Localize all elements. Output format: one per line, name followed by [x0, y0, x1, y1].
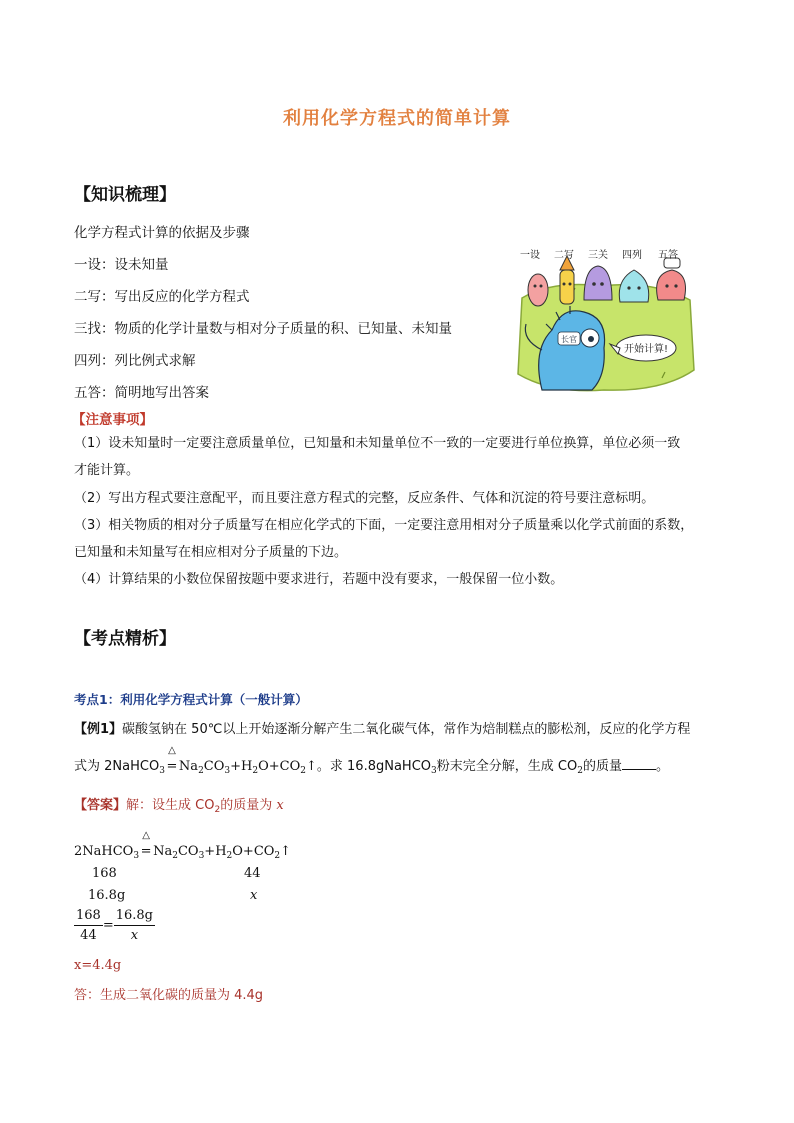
- knowledge-intro: 化学方程式计算的依据及步骤: [74, 225, 250, 241]
- answer-line: [74, 796, 284, 815]
- sub-2f: 2: [172, 851, 178, 861]
- sub-3e: 3: [198, 851, 205, 861]
- plus-h-text: +H: [230, 759, 253, 774]
- example-line2-post: 粉末完全分解，生成 CO: [436, 759, 578, 774]
- eq-o-plus-co: O+CO: [232, 844, 275, 859]
- example-tag: 【例1】: [74, 722, 123, 737]
- mass-left: 16.8g: [88, 888, 126, 903]
- eq-arrow: ↑: [280, 844, 292, 859]
- eq-left: 2NaHCO: [74, 844, 134, 859]
- fraction-2: [114, 906, 155, 945]
- sub-2b: 2: [252, 766, 259, 776]
- illus-label-3: 三关: [588, 250, 608, 261]
- gas-arrow: ↑: [306, 759, 317, 774]
- sub-2h: 2: [274, 851, 281, 861]
- answer-blank: [622, 757, 656, 770]
- page-title: 利用化学方程式的简单计算: [283, 108, 511, 129]
- sub-2e: 2: [214, 805, 221, 815]
- eq-delta-equals: △ =: [140, 830, 152, 859]
- illus-label-4: 四列: [622, 250, 642, 261]
- notes-heading: 【注意事项】: [72, 412, 153, 428]
- example-line2-pre: 式为 2NaHCO: [74, 759, 160, 774]
- note-4: （4）计算结果的小数位保留按题中要求进行，若题中没有要求，一般保留一位小数。: [74, 572, 564, 587]
- section-heading-exam: 【考点精析】: [74, 629, 176, 649]
- example-line-1: [74, 720, 690, 739]
- illus-label-1: 一设: [520, 250, 540, 261]
- example-line2-end: 的质量: [582, 759, 622, 774]
- cartoon-illustration-art: [512, 240, 698, 396]
- fraction-2-den: x: [130, 928, 139, 943]
- sub-3a: 3: [159, 766, 165, 776]
- sub-2c: 2: [300, 766, 306, 776]
- note-1-line-1: （1）设未知量时一定要注意质量单位，已知量和未知量单位不一致的一定要进行单位换算，单位必须一致: [74, 436, 681, 451]
- illus-label-2: 二写: [554, 250, 574, 261]
- result-line: x=4.4g: [74, 958, 122, 973]
- na-text: Na: [178, 759, 199, 774]
- sub-2g: 2: [226, 851, 233, 861]
- answer-text: 解：设生成 CO: [126, 798, 215, 813]
- eq-plus-h: +H: [204, 844, 227, 859]
- note-3-line-1: （3）相关物质的相对分子质量写在相应化学式的下面，一定要注意用相对分子质量乘以化学式前面的系数，: [74, 518, 694, 533]
- mr-right: 44: [244, 866, 261, 881]
- section-heading-knowledge: 【知识梳理】: [74, 185, 176, 205]
- example-line2-mid: 。求 16.8gNaHCO: [316, 759, 432, 774]
- delta-symbol: △: [168, 745, 176, 756]
- step-2: 二写：写出反应的化学方程式: [74, 289, 250, 305]
- example-line-2: [74, 745, 669, 776]
- eq-na: Na: [153, 844, 173, 859]
- fraction-1-den: 44: [80, 928, 97, 943]
- fraction-2-num: 16.8g: [114, 906, 155, 926]
- note-3-line-2: 已知量和未知量写在相应相对分子质量的下边。: [74, 545, 348, 560]
- fraction-1-num: 168: [74, 906, 103, 926]
- example-text-1: 碳酸氢钠在 50℃以上开始逐渐分解产生二氧化碳气体，常作为焙制糕点的膨松剂，反应的化学方程: [122, 722, 691, 737]
- mass-right: x: [250, 888, 258, 903]
- sub-3b: 3: [224, 766, 231, 776]
- answer-text-post: 的质量为: [220, 798, 277, 813]
- step-1: 一设：设未知量: [74, 257, 169, 273]
- answer-tag: 【答案】: [74, 798, 127, 813]
- illus-label-5: 五答: [658, 250, 678, 261]
- step-4: 四列：列比例式求解: [74, 353, 196, 369]
- eq-co: CO: [177, 844, 199, 859]
- mr-left: 168: [92, 866, 117, 881]
- sub-2d: 2: [577, 766, 583, 776]
- badge-text: 长官: [561, 335, 577, 344]
- example-line2-period: 。: [655, 759, 669, 774]
- note-1-line-2: 才能计算。: [74, 463, 140, 478]
- fraction-1: [74, 906, 103, 945]
- o-plus-co-text: O+CO: [258, 759, 301, 774]
- co-text: CO: [203, 759, 225, 774]
- sub-3d: 3: [133, 851, 140, 861]
- sub-2a: 2: [198, 766, 204, 776]
- answer-var: x: [276, 798, 284, 813]
- speech-bubble-text: 开始计算!: [623, 344, 669, 355]
- conclusion-line: 答：生成二氧化碳的质量为 4.4g: [74, 988, 264, 1003]
- step-5: 五答：简明地写出答案: [74, 385, 209, 401]
- step-3: 三找：物质的化学计量数与相对分子质量的积、已知量、未知量: [74, 321, 452, 337]
- proportion: $\frac{168}{44}$ = $\frac{16.8g}{x}$: [76, 908, 154, 943]
- cartoon-illustration: [512, 240, 698, 396]
- sub-3c: 3: [431, 766, 437, 776]
- eq-delta-symbol: △: [142, 830, 150, 841]
- note-2: （2）写出方程式要注意配平，而且要注意方程式的完整，反应条件、气体和沉淀的符号要注意标明。: [74, 491, 655, 506]
- equation-block: [74, 830, 292, 861]
- delta-equals: △ =: [166, 745, 178, 774]
- kaodian-label: 考点1：利用化学方程式计算（一般计算）: [74, 692, 308, 707]
